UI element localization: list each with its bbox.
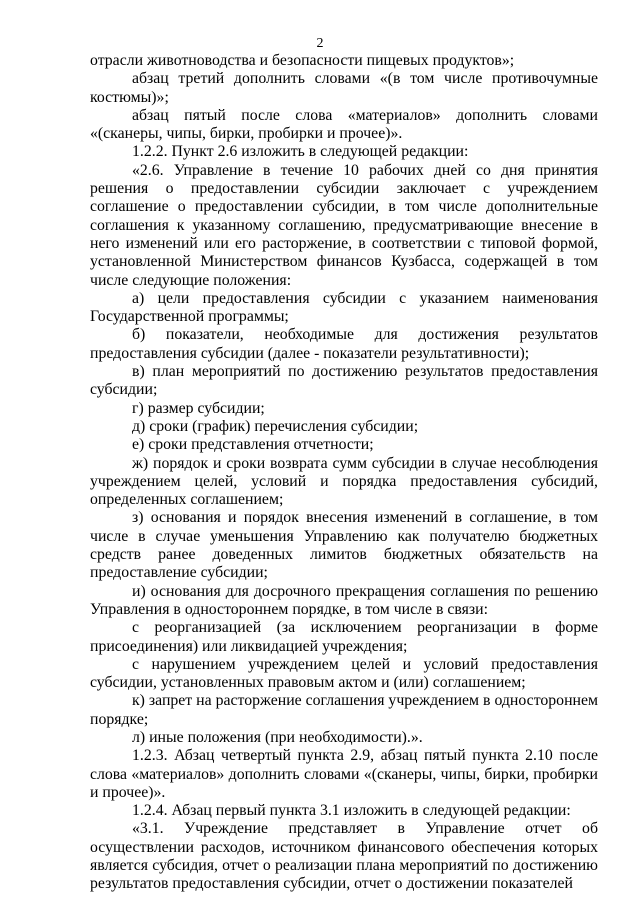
- paragraph-amendment-third: абзац третий дополнить словами «(в том числе противочумные костюмы)»;: [90, 70, 598, 106]
- list-item-d: д) сроки (график) перечисления субсидии;: [132, 417, 419, 435]
- list-item-l: л) иные положения (при необходимости).».: [132, 728, 423, 746]
- paragraph-1-2-2: 1.2.2. Пункт 2.6 изложить в следующей редакции:: [132, 143, 469, 161]
- list-item-v: в) план мероприятий по достижению результатов предоставления субсидии;: [90, 363, 598, 399]
- paragraph-1-2-3: 1.2.3. Абзац четвертый пункта 2.9, абзац пятый пункта 2.10 после слова «материалов» дополнить словами «(сканеры, чипы, бирки, пробирки и прочее)».: [90, 747, 598, 801]
- page-number: 2: [316, 36, 324, 51]
- paragraph-continuation: отрасли животноводства и безопасности пищевых продуктов»;: [90, 52, 515, 69]
- paragraph-3-1: «3.1. Учреждение представляет в Управление отчет об осуществлении расходов, источником финансового обеспечения которых является субсидия, отчет о реализации плана мероприятий по достижению результатов предоставления субсидии, отчет о достижении показателей: [90, 820, 598, 893]
- document-body: [90, 52, 598, 894]
- paragraph-amendment-fifth: абзац пятый после слова «материалов» дополнить словами «(сканеры, чипы, бирки, пробирки и прочее)».: [90, 106, 598, 143]
- paragraph-1-2-4: 1.2.4. Абзац первый пункта 3.1 изложить в следующей редакции:: [132, 802, 571, 820]
- list-subitem-reorganization: с реорганизацией (за исключением реорганизации в форме присоединения) или ликвидацией учреждения;: [90, 619, 598, 655]
- list-item-b: б) показатели, необходимые для достижения результатов предоставления субсидии (далее - показатели результативности);: [90, 326, 598, 362]
- list-item-z: з) основания и порядок внесения изменений в соглашение, в том числе в случае уменьшения Управлению как получателю бюджетных средств ранее доведенных лимитов бюджетных обязательств на предоставление субсидии;: [90, 509, 598, 582]
- list-subitem-violation: с нарушением учреждением целей и условий предоставления субсидии, установленных правовым актом и (или) соглашением;: [90, 655, 598, 692]
- list-item-i: и) основания для досрочного прекращения соглашения по решению Управления в одностороннем порядке, в том числе в связи:: [90, 582, 598, 618]
- list-item-g: г) размер субсидии;: [132, 399, 265, 417]
- paragraph-2-6: «2.6. Управление в течение 10 рабочих дней со дня принятия решения о предоставлении субсидии заключает с учреждением соглашение о предоставлении субсидии, в том числе дополнительные соглашения к указанному соглашению, предусматривающие внесение в него изменений или его расторжение, в соответствии с типовой формой, установленной Министерством финансов Кузбасса, содержащей в том числе следующие положения:: [90, 161, 598, 289]
- list-item-e: е) сроки представления отчетности;: [132, 436, 374, 454]
- list-item-a: а) цели предоставления субсидии с указанием наименования Государственной программы;: [90, 289, 598, 326]
- list-item-zh: ж) порядок и сроки возврата сумм субсидии в случае несоблюдения учреждением целей, условий и порядка предоставления субсидий, определенных соглашением;: [90, 454, 598, 509]
- list-item-k: к) запрет на расторжение соглашения учреждением в одностороннем порядке;: [90, 692, 598, 728]
